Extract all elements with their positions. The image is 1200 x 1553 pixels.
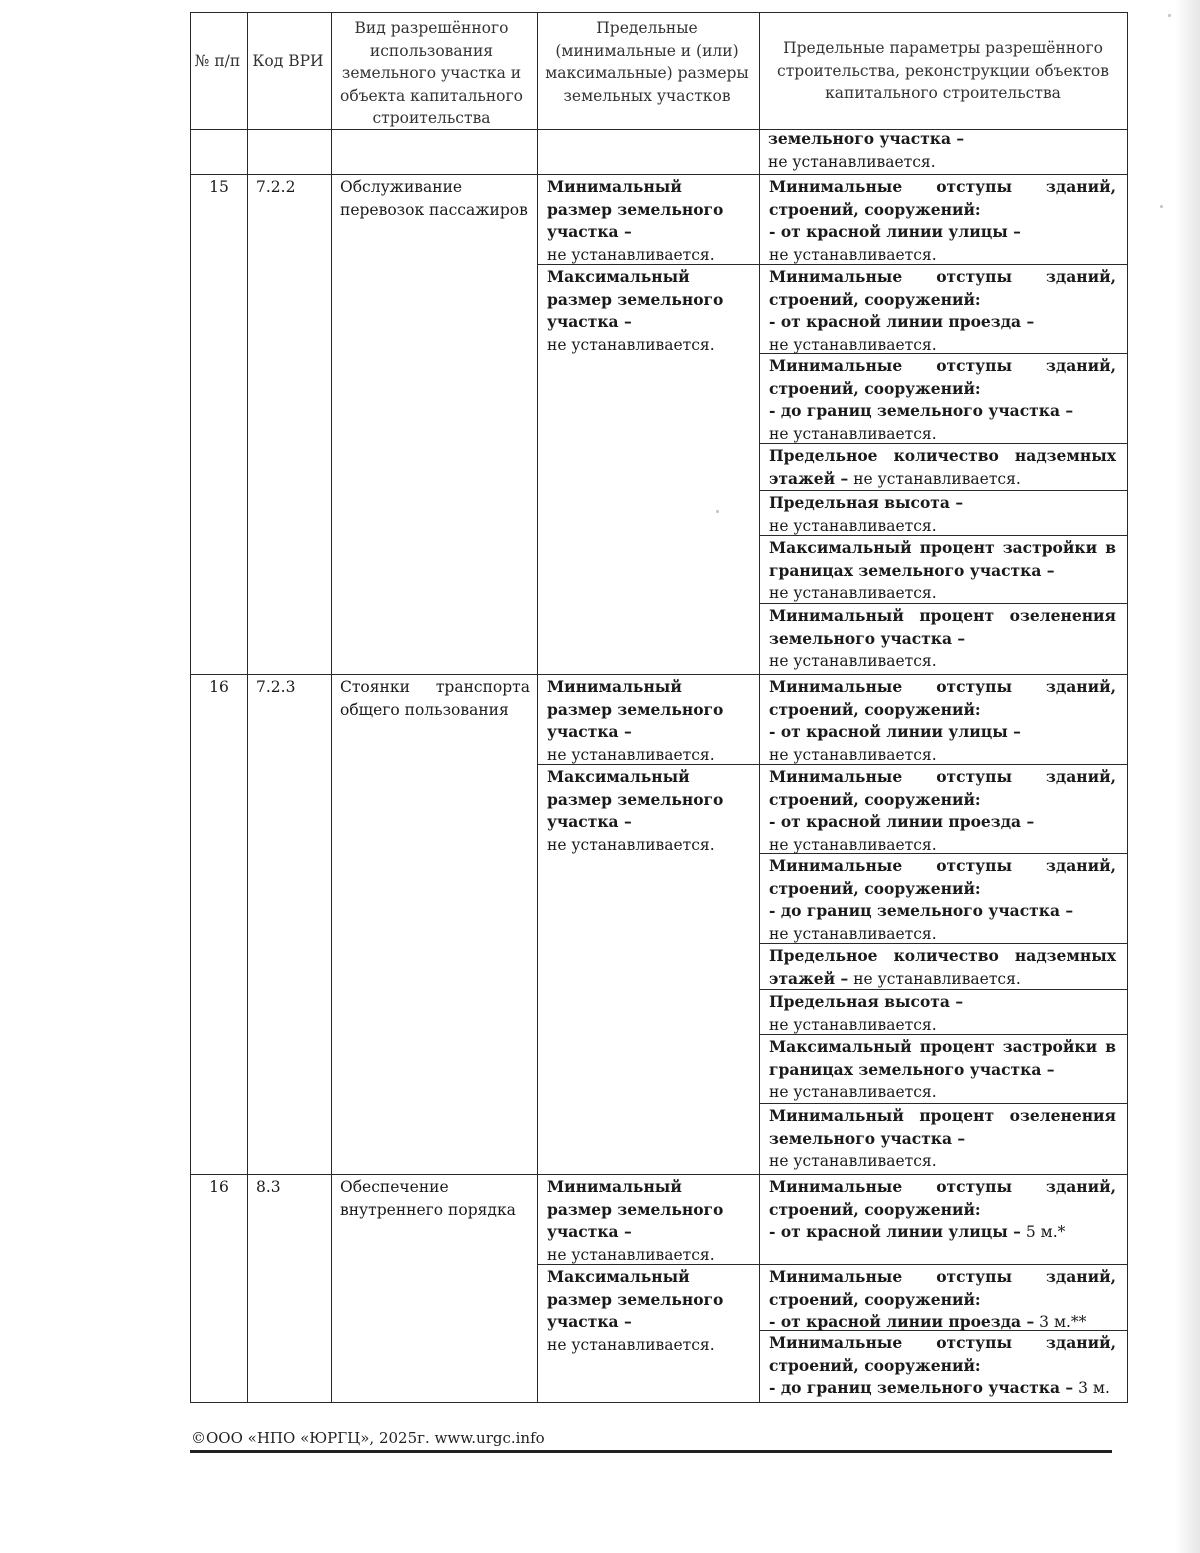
- header-use-type: Вид разрешённого использования земельного участка и объекта капитального строительства: [340, 19, 523, 127]
- param-value: не устанавливается.: [769, 424, 937, 443]
- param-label: Предельная высота –: [769, 992, 964, 1011]
- min-size-label: Минимальный размер земельного участка –: [547, 1177, 724, 1241]
- min-size-value: не устанавливается.: [547, 245, 715, 264]
- row-param: [769, 945, 1116, 990]
- header-sizes: Предельные (минимальные и (или) максимальные) размеры земельных участков: [545, 19, 749, 105]
- header-params: Предельные параметры разрешённого строительства, реконструкции объектов капитального строительства: [777, 39, 1109, 102]
- row-min-size: [547, 176, 749, 266]
- footer-copyright: ©ООО «НПО «ЮРГЦ», 2025г. www.urgc.info: [191, 1429, 545, 1447]
- row-param: [769, 537, 1116, 605]
- row-param: [769, 605, 1116, 673]
- param-value: не устанавливается.: [769, 335, 937, 354]
- column-border-1: [247, 12, 248, 1402]
- param-sub-label: - до границ земельного участка –: [769, 401, 1074, 420]
- param-label: Предельная высота –: [769, 493, 964, 512]
- param-label: Максимальный процент застройки в границах земельного участка –: [769, 1037, 1116, 1079]
- carry-over-cell: [768, 128, 1118, 173]
- carry-over-normal: не устанавливается.: [768, 152, 936, 171]
- param-sub-label: - от красной линии улицы –: [769, 722, 1021, 741]
- min-size-value: не устанавливается.: [547, 745, 715, 764]
- row-num: [194, 676, 244, 699]
- row-param: [769, 176, 1116, 266]
- header-num: № п/п: [194, 52, 241, 70]
- row-param: [769, 766, 1116, 856]
- param-value: 5 м.*: [1025, 1223, 1066, 1241]
- row-num-value: 16: [209, 678, 229, 696]
- max-size-value: не устанавливается.: [547, 1335, 715, 1354]
- param-sub-label: - от красной линии улицы –: [769, 1222, 1021, 1241]
- param-label: Максимальный процент застройки в границах земельного участка –: [769, 538, 1116, 580]
- row-use-type: [340, 676, 530, 721]
- row-num-value: 15: [209, 178, 229, 196]
- row-max-size: [547, 266, 749, 356]
- row-code-value: 7.2.3: [256, 678, 296, 696]
- row-use-type: [340, 176, 530, 221]
- scan-speck: [1168, 14, 1171, 17]
- param-line: [769, 1377, 1116, 1400]
- scan-speck: [1160, 205, 1163, 208]
- param-value: не устанавливается.: [853, 469, 1021, 488]
- row-use-type-value: Стоянки транспорта общего пользования: [340, 678, 530, 719]
- column-border-2: [331, 12, 332, 1402]
- row-min-size: [547, 1176, 749, 1266]
- scan-edge-shadow: [1176, 0, 1200, 1553]
- table-bottom-border: [190, 1402, 1128, 1403]
- row-min-size: [547, 676, 749, 766]
- row-param: [769, 492, 1116, 537]
- param-label: Предельное количество надземных этажей –: [769, 446, 1116, 488]
- param-sub-label: - от красной линии улицы –: [769, 222, 1021, 241]
- param-label: Минимальные отступы зданий, строений, сооружений:: [769, 856, 1116, 898]
- param-sub-label: - от красной линии проезда –: [769, 1312, 1035, 1331]
- row-param: [769, 1176, 1116, 1244]
- param-sub-label: - от красной линии проезда –: [769, 812, 1035, 831]
- row-param: [769, 445, 1116, 490]
- max-size-value: не устанавливается.: [547, 335, 715, 354]
- param-sub-label: - от красной линии проезда –: [769, 312, 1035, 331]
- row-num: [194, 176, 244, 199]
- row-code-value: 8.3: [256, 1178, 281, 1196]
- param-value: не устанавливается.: [769, 245, 937, 264]
- param-label: Предельное количество надземных этажей –: [769, 946, 1116, 988]
- column-border-4: [759, 12, 760, 1402]
- row-max-size: [547, 766, 749, 856]
- row-code: [256, 1176, 331, 1199]
- param-label: Минимальные отступы зданий, строений, сооружений:: [769, 1333, 1116, 1375]
- row-param: [769, 1332, 1116, 1400]
- max-size-label: Максимальный размер земельного участка –: [547, 767, 724, 831]
- param-value: 3 м.**: [1039, 1313, 1087, 1331]
- header-code: Код ВРИ: [252, 52, 324, 70]
- row-param: [769, 1105, 1116, 1173]
- param-line: [769, 1311, 1116, 1334]
- max-size-label: Максимальный размер земельного участка –: [547, 1267, 724, 1331]
- param-sub-label: - до границ земельного участка –: [769, 901, 1074, 920]
- param-label: Минимальные отступы зданий, строений, сооружений:: [769, 267, 1116, 309]
- param-label: Минимальные отступы зданий, строений, сооружений:: [769, 356, 1116, 398]
- row-code-value: 7.2.2: [256, 178, 296, 196]
- max-size-label: Максимальный размер земельного участка –: [547, 267, 724, 331]
- row-param: [769, 355, 1116, 445]
- row-use-type: [340, 1176, 530, 1221]
- max-size-value: не устанавливается.: [547, 835, 715, 854]
- column-border-0: [190, 12, 191, 1402]
- column-border-3: [537, 12, 538, 1402]
- row-param: [769, 1036, 1116, 1104]
- param-value: не устанавливается.: [769, 1083, 937, 1101]
- carry-over-bold: земельного участка –: [768, 129, 965, 148]
- param-value: 3 м.: [1078, 1379, 1110, 1397]
- param-label: Минимальные отступы зданий, строений, сооружений:: [769, 177, 1116, 219]
- row-use-type-value: Обслуживание перевозок пассажиров: [340, 178, 528, 219]
- param-sub-label: - до границ земельного участка –: [769, 1378, 1074, 1397]
- param-value: не устанавливается.: [769, 835, 937, 854]
- row-num: [194, 1176, 244, 1199]
- param-value: не устанавливается.: [769, 584, 937, 602]
- param-value: не устанавливается.: [769, 1015, 937, 1034]
- min-size-label: Минимальный размер земельного участка –: [547, 177, 724, 241]
- row-code: [256, 676, 331, 699]
- param-label: Минимальный процент озеленения земельного участка –: [769, 606, 1116, 648]
- row-use-type-value: Обеспечение внутреннего порядка: [340, 1178, 516, 1219]
- param-label: Минимальный процент озеленения земельного участка –: [769, 1106, 1116, 1148]
- column-border-5: [1127, 12, 1128, 1402]
- param-value: не устанавливается.: [853, 969, 1021, 988]
- row-param: [769, 676, 1116, 766]
- row-param: [769, 855, 1116, 945]
- row-param: [769, 266, 1116, 356]
- param-value: не устанавливается.: [769, 924, 937, 943]
- param-label: Минимальные отступы зданий, строений, сооружений:: [769, 1177, 1116, 1219]
- param-value: не устанавливается.: [769, 1152, 937, 1170]
- param-label: Минимальные отступы зданий, строений, сооружений:: [769, 677, 1116, 719]
- row-param: [769, 991, 1116, 1036]
- param-label: Минимальные отступы зданий, строений, сооружений:: [769, 1267, 1116, 1309]
- row-num-value: 16: [209, 1178, 229, 1196]
- param-label: Минимальные отступы зданий, строений, сооружений:: [769, 767, 1116, 809]
- scan-speck: [716, 510, 719, 513]
- min-size-label: Минимальный размер земельного участка –: [547, 677, 724, 741]
- footer-rule: [190, 1450, 1112, 1453]
- param-value: не устанавливается.: [769, 745, 937, 764]
- row-param: [769, 1266, 1116, 1334]
- param-line: [769, 1221, 1116, 1244]
- param-value: не устанавливается.: [769, 652, 937, 670]
- min-size-value: не устанавливается.: [547, 1245, 715, 1264]
- param-value: не устанавливается.: [769, 516, 937, 535]
- row-max-size: [547, 1266, 749, 1356]
- row-code: [256, 176, 331, 199]
